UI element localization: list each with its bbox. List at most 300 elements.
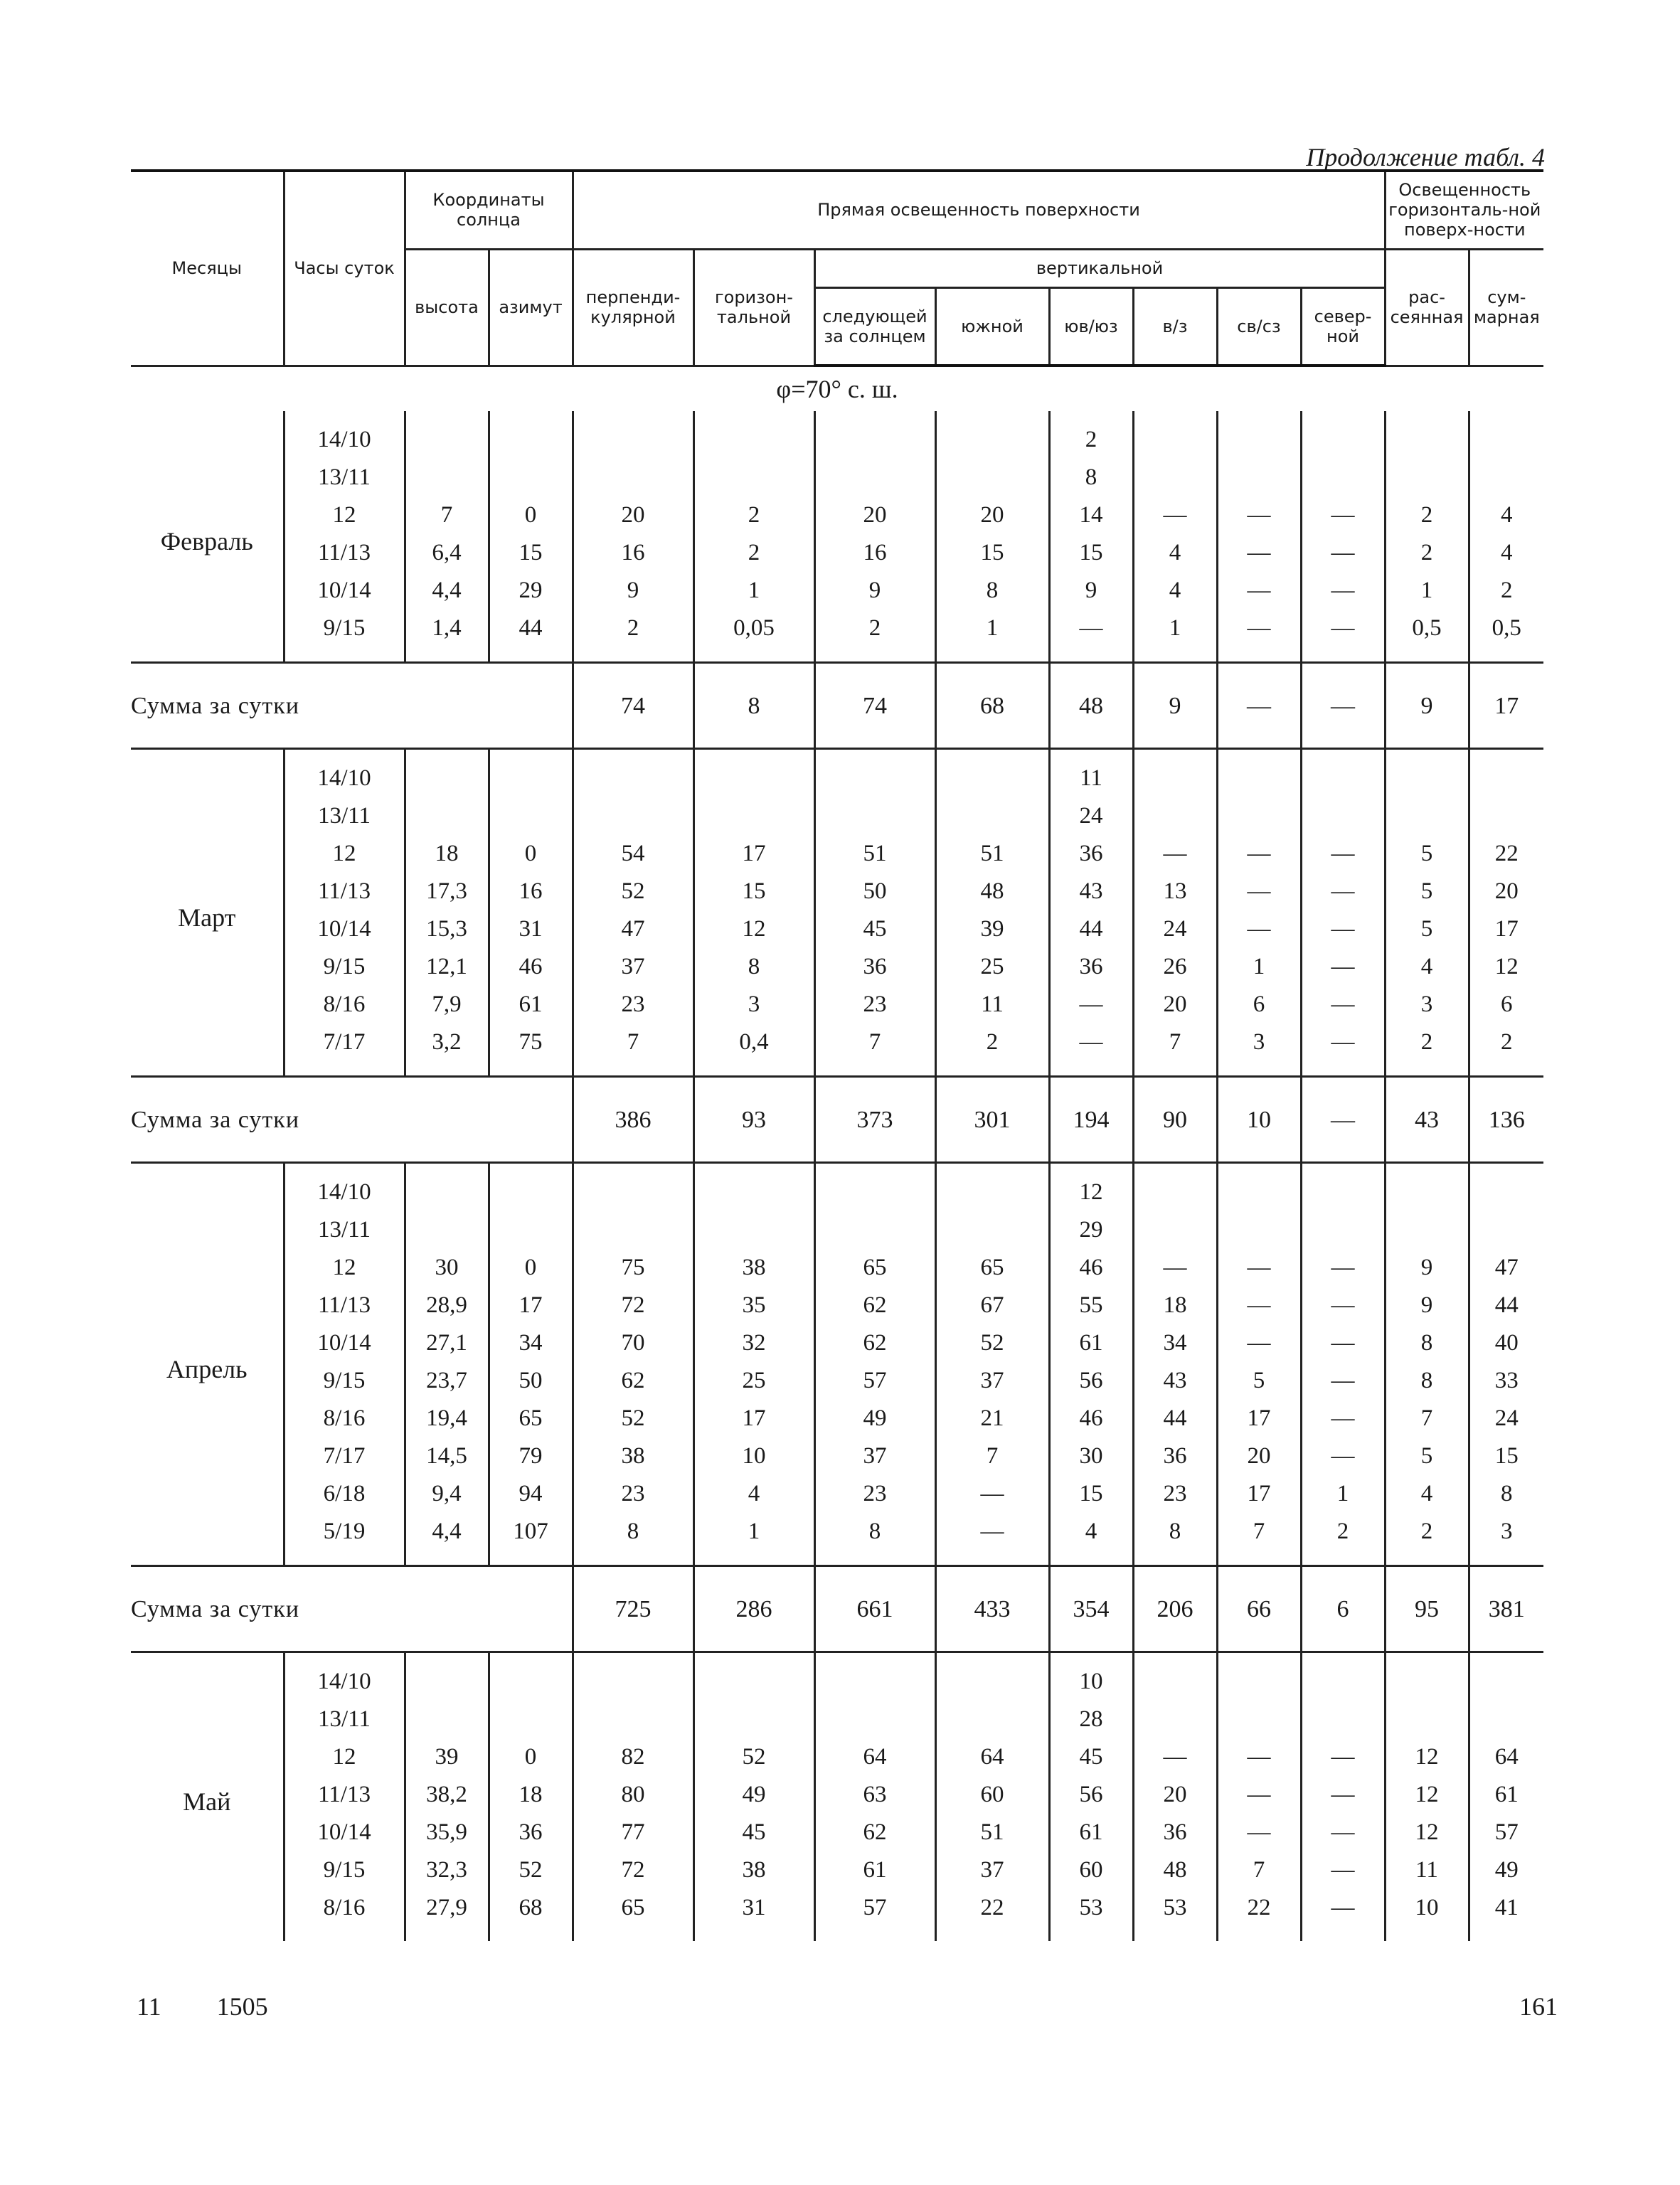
cell-se-sw: 10 (1049, 1652, 1133, 1701)
cell-e-w: 20 (1133, 1776, 1217, 1814)
cell-horizontal: 10 (693, 1437, 814, 1475)
cell-horizontal: 2 (693, 534, 814, 572)
table-row (131, 986, 1543, 1024)
cell-south (935, 749, 1049, 798)
cell-hours: 12 (284, 1738, 405, 1776)
table-row (131, 749, 1543, 798)
cell-total: 24 (1469, 1400, 1543, 1437)
cell-total (1469, 1701, 1543, 1738)
cell-azimuth: 75 (489, 1024, 573, 1077)
cell-height: 14,5 (405, 1437, 489, 1475)
cell-height: 6,4 (405, 534, 489, 572)
header-vertical: вертикальной (814, 249, 1385, 287)
cell-perpendicular: 75 (573, 1249, 693, 1287)
cell-e-w: 36 (1133, 1814, 1217, 1851)
footer-signature (137, 1992, 324, 2021)
cell-south (935, 459, 1049, 496)
cell-diffuse: 9 (1385, 1249, 1469, 1287)
cell-horizontal (693, 1701, 814, 1738)
cell-se-sw: 46 (1049, 1249, 1133, 1287)
cell-perpendicular: 16 (573, 534, 693, 572)
cell-perpendicular: 23 (573, 986, 693, 1024)
cell-north: 1 (1301, 1475, 1385, 1513)
cell-e-w: 44 (1133, 1400, 1217, 1437)
cell-e-w (1133, 1701, 1217, 1738)
cell-perpendicular: 52 (573, 1400, 693, 1437)
cell-total: 17 (1469, 910, 1543, 948)
cell-ne-nw: — (1217, 1249, 1301, 1287)
cell-e-w (1133, 1652, 1217, 1701)
cell-hours: 12 (284, 1249, 405, 1287)
cell-perpendicular: 23 (573, 1475, 693, 1513)
sum-cell-ne-nw: — (1217, 663, 1301, 749)
cell-ne-nw (1217, 1652, 1301, 1701)
sum-cell-ne-nw: 66 (1217, 1566, 1301, 1652)
cell-south: 2 (935, 1024, 1049, 1077)
cell-south: — (935, 1513, 1049, 1566)
header-south: южной (935, 287, 1049, 366)
cell-following-sun: 61 (814, 1851, 935, 1889)
table-row (131, 1324, 1543, 1362)
cell-se-sw: 61 (1049, 1324, 1133, 1362)
cell-se-sw: 9 (1049, 572, 1133, 610)
table-row (131, 1287, 1543, 1324)
cell-diffuse: 5 (1385, 1437, 1469, 1475)
cell-height: 7 (405, 496, 489, 534)
cell-se-sw: 24 (1049, 797, 1133, 835)
cell-height (405, 1211, 489, 1249)
cell-north: — (1301, 534, 1385, 572)
cell-diffuse: 8 (1385, 1362, 1469, 1400)
cell-total: 44 (1469, 1287, 1543, 1324)
cell-ne-nw (1217, 459, 1301, 496)
cell-height (405, 1163, 489, 1212)
cell-south (935, 1652, 1049, 1701)
cell-se-sw: 43 (1049, 873, 1133, 910)
table-row (131, 910, 1543, 948)
sum-cell-diffuse: 95 (1385, 1566, 1469, 1652)
cell-hours: 13/11 (284, 459, 405, 496)
cell-azimuth (489, 749, 573, 798)
sum-cell-north: 6 (1301, 1566, 1385, 1652)
cell-ne-nw (1217, 749, 1301, 798)
cell-following-sun (814, 749, 935, 798)
table-row (131, 873, 1543, 910)
cell-north: — (1301, 1362, 1385, 1400)
cell-following-sun: 57 (814, 1362, 935, 1400)
sum-cell-horizontal: 93 (693, 1077, 814, 1163)
cell-following-sun: 64 (814, 1738, 935, 1776)
cell-diffuse: 12 (1385, 1738, 1469, 1776)
cell-height: 28,9 (405, 1287, 489, 1324)
cell-total: 40 (1469, 1324, 1543, 1362)
cell-se-sw: 61 (1049, 1814, 1133, 1851)
cell-se-sw: 36 (1049, 835, 1133, 873)
cell-north (1301, 1701, 1385, 1738)
cell-horizontal (693, 1163, 814, 1212)
cell-horizontal (693, 1652, 814, 1701)
latitude-label: φ=70° с. ш. (776, 374, 898, 403)
cell-se-sw: 30 (1049, 1437, 1133, 1475)
cell-azimuth (489, 411, 573, 459)
cell-horizontal: 0,05 (693, 610, 814, 663)
cell-azimuth (489, 1211, 573, 1249)
cell-diffuse: 4 (1385, 948, 1469, 986)
cell-height: 9,4 (405, 1475, 489, 1513)
sum-cell-following-sun: 74 (814, 663, 935, 749)
cell-se-sw: 46 (1049, 1400, 1133, 1437)
cell-se-sw: 56 (1049, 1776, 1133, 1814)
cell-following-sun: 50 (814, 873, 935, 910)
cell-azimuth: 0 (489, 496, 573, 534)
cell-horizontal: 17 (693, 835, 814, 873)
cell-hours: 10/14 (284, 1814, 405, 1851)
cell-perpendicular: 9 (573, 572, 693, 610)
cell-diffuse: 2 (1385, 1513, 1469, 1566)
cell-south: 1 (935, 610, 1049, 663)
cell-following-sun (814, 797, 935, 835)
cell-diffuse: 2 (1385, 1024, 1469, 1077)
cell-hours: 13/11 (284, 1211, 405, 1249)
sum-cell-following-sun: 373 (814, 1077, 935, 1163)
cell-height (405, 797, 489, 835)
cell-se-sw: 15 (1049, 534, 1133, 572)
cell-azimuth: 0 (489, 835, 573, 873)
cell-diffuse (1385, 797, 1469, 835)
cell-ne-nw: 17 (1217, 1475, 1301, 1513)
cell-perpendicular (573, 1211, 693, 1249)
cell-diffuse (1385, 459, 1469, 496)
cell-ne-nw: — (1217, 496, 1301, 534)
cell-total: 64 (1469, 1738, 1543, 1776)
cell-south: 15 (935, 534, 1049, 572)
cell-hours: 6/18 (284, 1475, 405, 1513)
cell-ne-nw: 7 (1217, 1851, 1301, 1889)
sum-label: Сумма за сутки (131, 1077, 573, 1163)
cell-e-w: 53 (1133, 1889, 1217, 1941)
cell-total (1469, 797, 1543, 835)
cell-e-w: 26 (1133, 948, 1217, 986)
cell-ne-nw: — (1217, 1738, 1301, 1776)
cell-azimuth (489, 459, 573, 496)
cell-perpendicular: 54 (573, 835, 693, 873)
cell-following-sun: 45 (814, 910, 935, 948)
cell-ne-nw (1217, 411, 1301, 459)
cell-height: 35,9 (405, 1814, 489, 1851)
header-sun-coords: Координаты солнца (405, 171, 573, 249)
cell-hours: 8/16 (284, 1400, 405, 1437)
cell-perpendicular: 70 (573, 1324, 693, 1362)
cell-azimuth: 18 (489, 1776, 573, 1814)
cell-diffuse: 2 (1385, 534, 1469, 572)
cell-e-w: — (1133, 1249, 1217, 1287)
cell-diffuse (1385, 1652, 1469, 1701)
cell-horizontal: 12 (693, 910, 814, 948)
table-row (131, 610, 1543, 663)
cell-se-sw: 53 (1049, 1889, 1133, 1941)
cell-se-sw: 28 (1049, 1701, 1133, 1738)
cell-north: — (1301, 1287, 1385, 1324)
table-row (131, 948, 1543, 986)
cell-horizontal: 32 (693, 1324, 814, 1362)
table-row (131, 1652, 1543, 1701)
cell-following-sun: 23 (814, 1475, 935, 1513)
cell-north (1301, 1652, 1385, 1701)
cell-total (1469, 749, 1543, 798)
table-header (131, 171, 1543, 366)
cell-e-w (1133, 749, 1217, 798)
cell-ne-nw: 22 (1217, 1889, 1301, 1941)
cell-diffuse (1385, 749, 1469, 798)
cell-hours: 9/15 (284, 1851, 405, 1889)
cell-total: 61 (1469, 1776, 1543, 1814)
cell-e-w (1133, 797, 1217, 835)
cell-e-w: 24 (1133, 910, 1217, 948)
cell-diffuse: 12 (1385, 1814, 1469, 1851)
cell-height: 23,7 (405, 1362, 489, 1400)
cell-hours: 13/11 (284, 797, 405, 835)
cell-perpendicular: 47 (573, 910, 693, 948)
cell-north: — (1301, 948, 1385, 986)
cell-total: 49 (1469, 1851, 1543, 1889)
cell-diffuse: 4 (1385, 1475, 1469, 1513)
header-e-w: в/з (1133, 287, 1217, 366)
cell-perpendicular: 37 (573, 948, 693, 986)
cell-diffuse: 5 (1385, 873, 1469, 910)
cell-ne-nw: 6 (1217, 986, 1301, 1024)
cell-hours: 8/16 (284, 986, 405, 1024)
cell-azimuth (489, 1701, 573, 1738)
cell-hours: 9/15 (284, 1362, 405, 1400)
cell-following-sun: 2 (814, 610, 935, 663)
cell-horizontal (693, 749, 814, 798)
cell-perpendicular: 52 (573, 873, 693, 910)
cell-south: 7 (935, 1437, 1049, 1475)
cell-e-w: — (1133, 1738, 1217, 1776)
cell-south: 37 (935, 1362, 1049, 1400)
cell-se-sw: 15 (1049, 1475, 1133, 1513)
table-row (131, 1776, 1543, 1814)
sum-cell-south: 68 (935, 663, 1049, 749)
header-horizontal: горизон-тальной (693, 249, 814, 366)
cell-horizontal: 38 (693, 1851, 814, 1889)
cell-north: — (1301, 910, 1385, 948)
cell-north (1301, 797, 1385, 835)
cell-total: 4 (1469, 534, 1543, 572)
cell-perpendicular (573, 1701, 693, 1738)
cell-e-w: 48 (1133, 1851, 1217, 1889)
cell-following-sun: 62 (814, 1287, 935, 1324)
cell-north: — (1301, 1249, 1385, 1287)
cell-perpendicular: 80 (573, 1776, 693, 1814)
cell-following-sun: 51 (814, 835, 935, 873)
cell-height: 4,4 (405, 572, 489, 610)
table-row (131, 1362, 1543, 1400)
cell-total: 2 (1469, 1024, 1543, 1077)
cell-north: — (1301, 1738, 1385, 1776)
cell-total: 47 (1469, 1249, 1543, 1287)
cell-height (405, 1652, 489, 1701)
cell-south: 22 (935, 1889, 1049, 1941)
sum-label: Сумма за сутки (131, 663, 573, 749)
cell-se-sw: 60 (1049, 1851, 1133, 1889)
cell-north: — (1301, 610, 1385, 663)
cell-total: 15 (1469, 1437, 1543, 1475)
cell-height (405, 411, 489, 459)
sum-cell-horizontal: 8 (693, 663, 814, 749)
cell-ne-nw: 5 (1217, 1362, 1301, 1400)
sum-cell-following-sun: 661 (814, 1566, 935, 1652)
cell-hours: 11/13 (284, 1287, 405, 1324)
sum-cell-total: 136 (1469, 1077, 1543, 1163)
cell-diffuse (1385, 1701, 1469, 1738)
cell-hours: 12 (284, 496, 405, 534)
cell-north (1301, 1211, 1385, 1249)
sum-cell-diffuse: 9 (1385, 663, 1469, 749)
cell-azimuth: 17 (489, 1287, 573, 1324)
sum-cell-e-w: 90 (1133, 1077, 1217, 1163)
cell-horizontal: 4 (693, 1475, 814, 1513)
cell-north (1301, 749, 1385, 798)
cell-south: 37 (935, 1851, 1049, 1889)
cell-se-sw: 55 (1049, 1287, 1133, 1324)
cell-south: 51 (935, 1814, 1049, 1851)
cell-ne-nw (1217, 1163, 1301, 1212)
cell-ne-nw: 7 (1217, 1513, 1301, 1566)
cell-total: 41 (1469, 1889, 1543, 1941)
sum-cell-diffuse: 43 (1385, 1077, 1469, 1163)
cell-ne-nw: — (1217, 1287, 1301, 1324)
cell-se-sw: 36 (1049, 948, 1133, 986)
cell-azimuth: 94 (489, 1475, 573, 1513)
table-row (131, 1513, 1543, 1566)
cell-perpendicular: 38 (573, 1437, 693, 1475)
cell-ne-nw (1217, 797, 1301, 835)
cell-diffuse: 5 (1385, 910, 1469, 948)
cell-height: 15,3 (405, 910, 489, 948)
cell-total: 6 (1469, 986, 1543, 1024)
cell-total (1469, 459, 1543, 496)
cell-south: 65 (935, 1249, 1049, 1287)
cell-hours: 8/16 (284, 1889, 405, 1941)
cell-e-w: 20 (1133, 986, 1217, 1024)
sum-cell-perpendicular: 386 (573, 1077, 693, 1163)
cell-e-w (1133, 1211, 1217, 1249)
cell-south: 67 (935, 1287, 1049, 1324)
cell-azimuth: 0 (489, 1249, 573, 1287)
cell-north: — (1301, 1437, 1385, 1475)
cell-total: 57 (1469, 1814, 1543, 1851)
sum-cell-south: 433 (935, 1566, 1049, 1652)
cell-south: 60 (935, 1776, 1049, 1814)
month-name: Февраль (131, 411, 284, 663)
cell-south: 20 (935, 496, 1049, 534)
cell-following-sun (814, 1211, 935, 1249)
cell-north: 2 (1301, 1513, 1385, 1566)
cell-azimuth: 65 (489, 1400, 573, 1437)
cell-following-sun: 63 (814, 1776, 935, 1814)
cell-hours: 11/13 (284, 873, 405, 910)
sum-cell-horizontal: 286 (693, 1566, 814, 1652)
cell-horizontal: 15 (693, 873, 814, 910)
cell-hours: 14/10 (284, 749, 405, 798)
cell-perpendicular: 62 (573, 1362, 693, 1400)
cell-total: 20 (1469, 873, 1543, 910)
cell-horizontal (693, 459, 814, 496)
table-body (131, 366, 1543, 1941)
header-diffuse: рас-сеянная (1385, 249, 1469, 366)
cell-height: 7,9 (405, 986, 489, 1024)
cell-azimuth: 0 (489, 1738, 573, 1776)
cell-hours: 13/11 (284, 1701, 405, 1738)
continuation-title: Продолжение табл. 4 (1306, 143, 1545, 171)
cell-following-sun: 62 (814, 1324, 935, 1362)
cell-total: 22 (1469, 835, 1543, 873)
cell-diffuse: 1 (1385, 572, 1469, 610)
table-row (131, 1211, 1543, 1249)
cell-e-w: — (1133, 835, 1217, 873)
header-month: Месяцы (131, 171, 284, 366)
table-row (131, 1814, 1543, 1851)
cell-north: — (1301, 1400, 1385, 1437)
cell-diffuse: 9 (1385, 1287, 1469, 1324)
header-ne-nw: св/сз (1217, 287, 1301, 366)
cell-horizontal: 49 (693, 1776, 814, 1814)
cell-horizontal: 1 (693, 1513, 814, 1566)
cell-total (1469, 1211, 1543, 1249)
cell-ne-nw: 17 (1217, 1400, 1301, 1437)
signature-number: 11 (137, 1992, 161, 2021)
cell-ne-nw: — (1217, 1776, 1301, 1814)
sum-label: Сумма за сутки (131, 1566, 573, 1652)
cell-azimuth (489, 797, 573, 835)
cell-height (405, 1701, 489, 1738)
cell-hours: 9/15 (284, 948, 405, 986)
cell-e-w: 18 (1133, 1287, 1217, 1324)
header-se-sw: юв/юз (1049, 287, 1133, 366)
cell-perpendicular: 72 (573, 1287, 693, 1324)
cell-se-sw: 11 (1049, 749, 1133, 798)
cell-perpendicular: 65 (573, 1889, 693, 1941)
header-horizontal-illumination: Освещенность горизонталь-ной поверх-ности (1385, 171, 1543, 249)
table-row (131, 835, 1543, 873)
cell-total (1469, 1163, 1543, 1212)
cell-ne-nw: 3 (1217, 1024, 1301, 1077)
cell-height: 3,2 (405, 1024, 489, 1077)
cell-following-sun (814, 1163, 935, 1212)
cell-height: 4,4 (405, 1513, 489, 1566)
cell-north (1301, 1163, 1385, 1212)
cell-hours: 11/13 (284, 1776, 405, 1814)
cell-horizontal: 45 (693, 1814, 814, 1851)
cell-se-sw: 4 (1049, 1513, 1133, 1566)
cell-total: 0,5 (1469, 610, 1543, 663)
cell-perpendicular: 8 (573, 1513, 693, 1566)
cell-south (935, 797, 1049, 835)
cell-ne-nw: — (1217, 835, 1301, 873)
cell-north: — (1301, 873, 1385, 910)
cell-ne-nw: 20 (1217, 1437, 1301, 1475)
cell-diffuse: 11 (1385, 1851, 1469, 1889)
sum-cell-ne-nw: 10 (1217, 1077, 1301, 1163)
sum-cell-total: 17 (1469, 663, 1543, 749)
cell-hours: 9/15 (284, 610, 405, 663)
cell-horizontal (693, 797, 814, 835)
print-code: 1505 (216, 1992, 268, 2021)
illumination-table (131, 169, 1543, 1941)
cell-south: 39 (935, 910, 1049, 948)
cell-e-w: 34 (1133, 1324, 1217, 1362)
